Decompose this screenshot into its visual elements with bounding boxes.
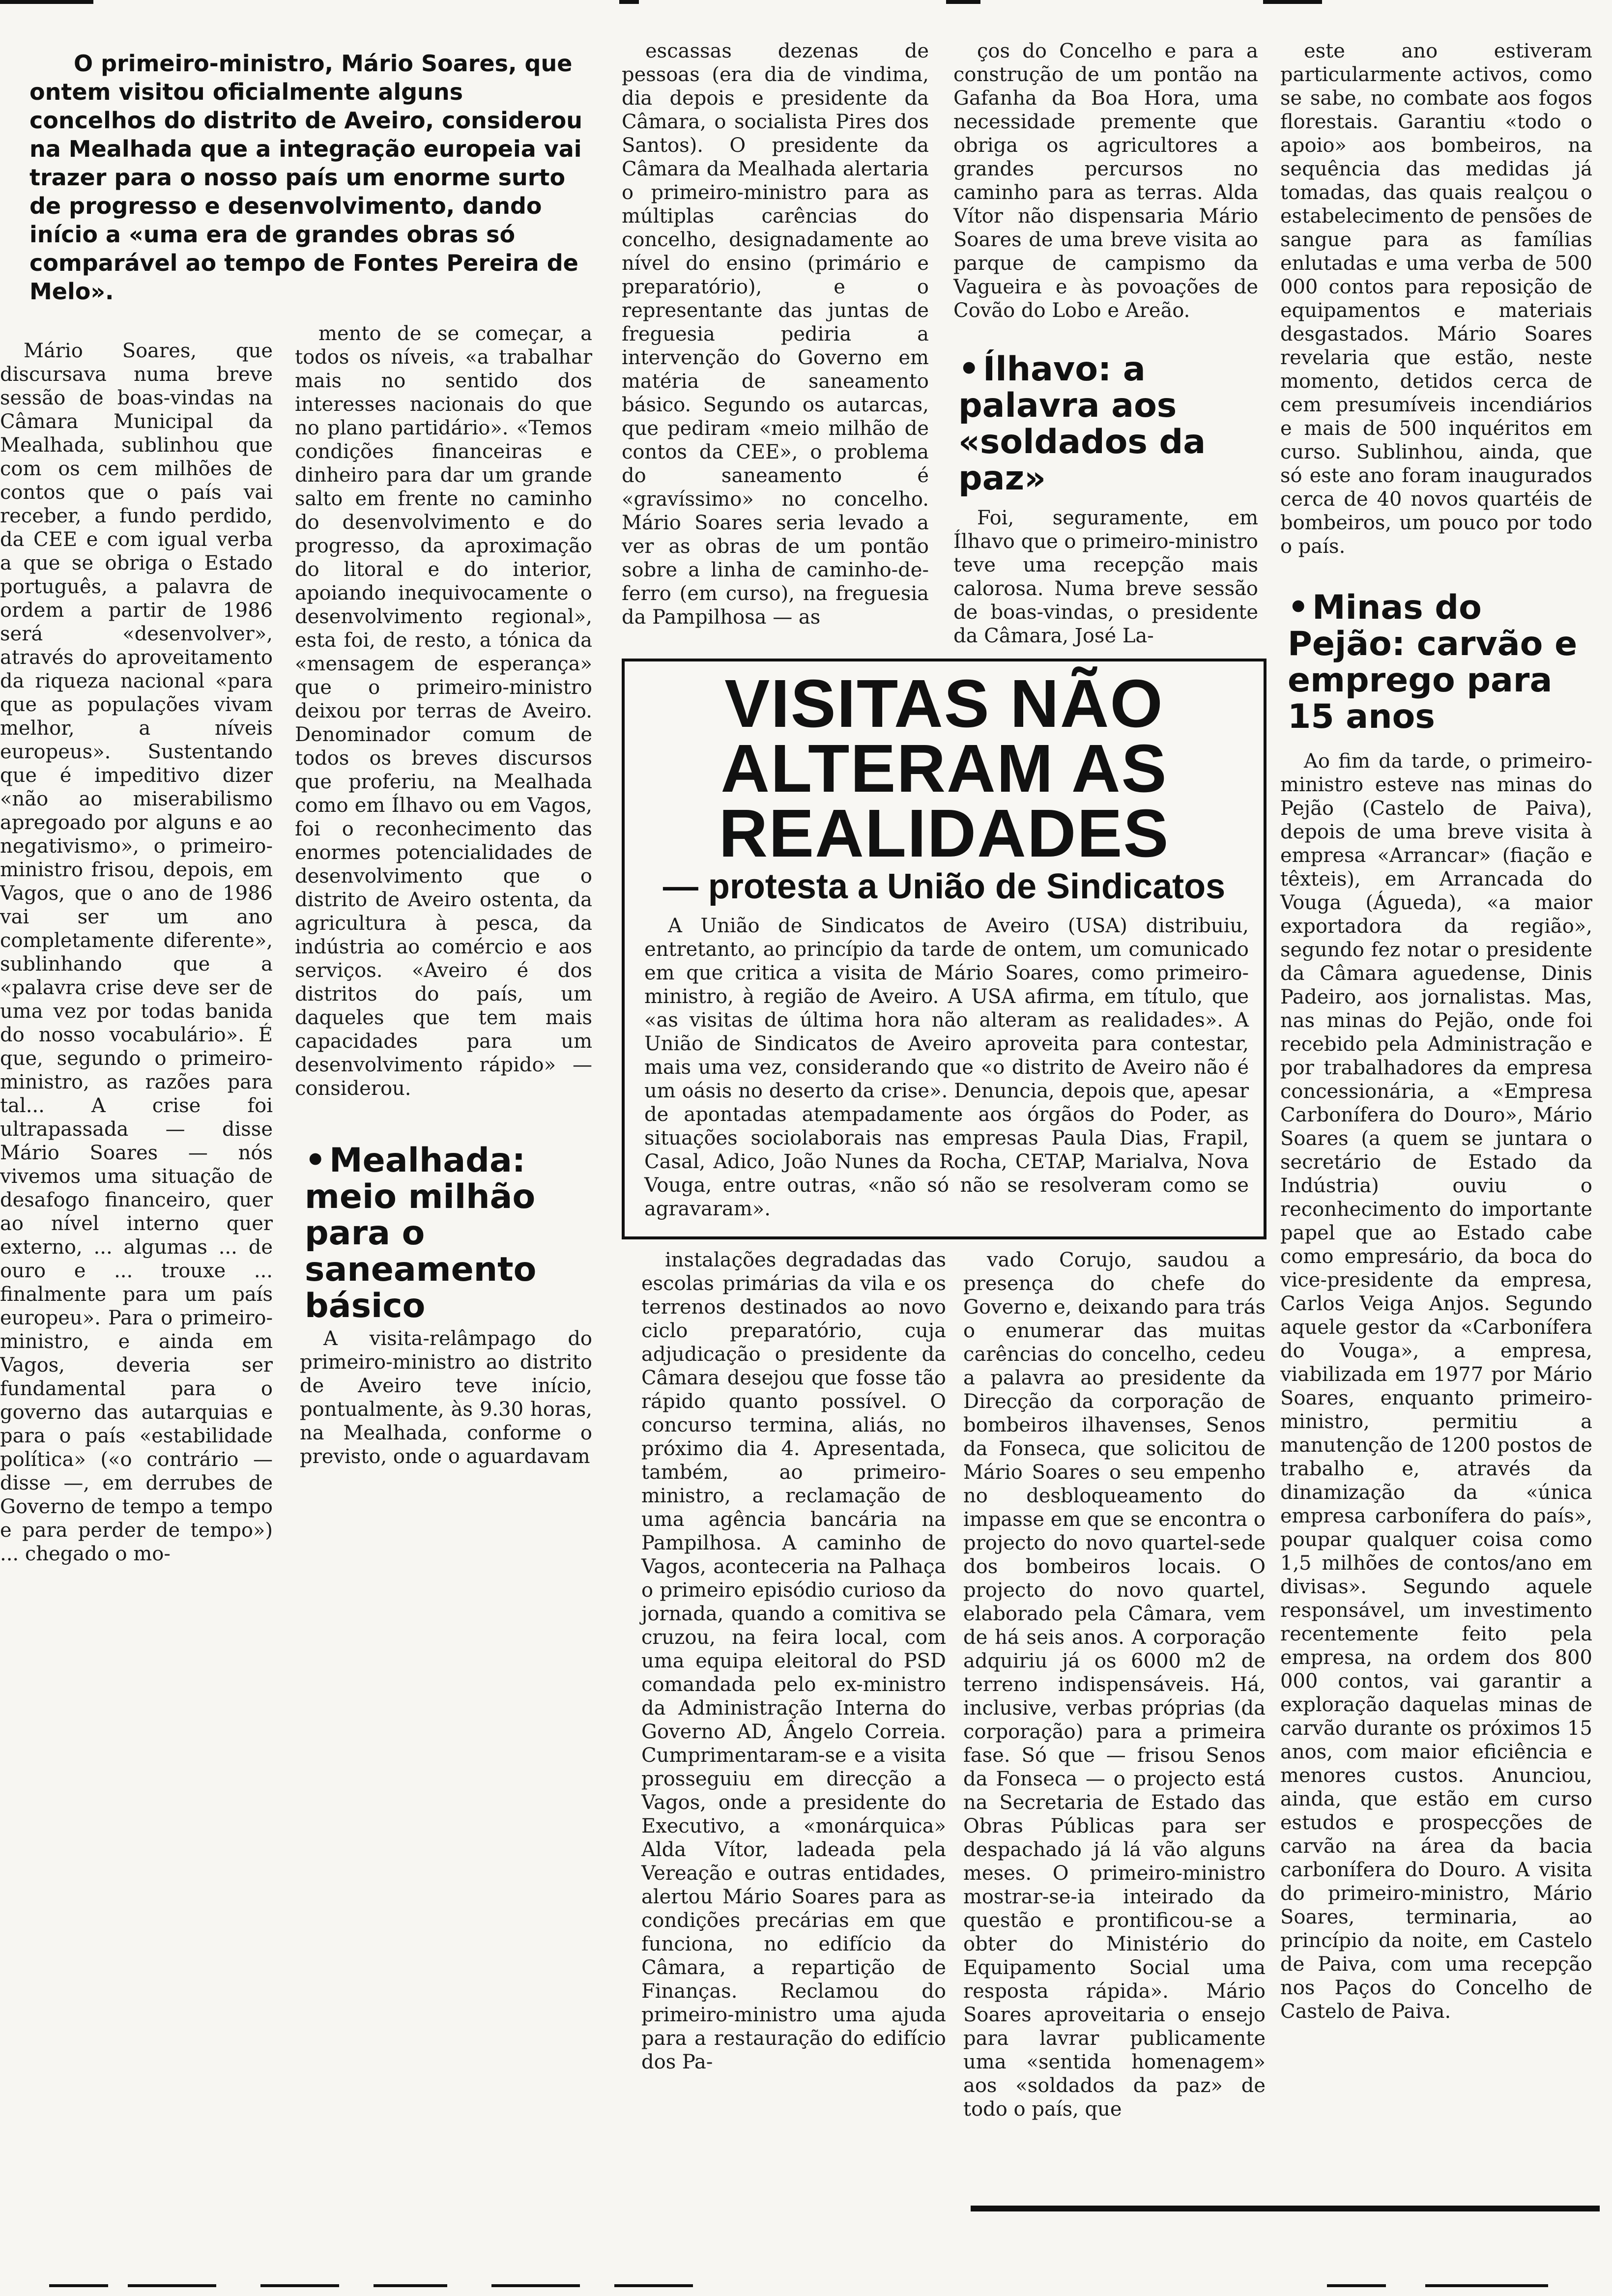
bullet-icon: • bbox=[305, 1141, 326, 1180]
bullet-icon: • bbox=[958, 350, 980, 389]
bottom-rule bbox=[971, 2206, 1600, 2211]
column-4c-text: vado Corujo, saudou a presença do chefe do Governo e, deixando para trás o enumerar das muitas carências do concelho, cedeu a palavra ao presidente da Direcção da corporação de bombeiros ilhavenses, Senos da Fonseca, que solicitou de Mário Soares o seu empenho no desbloqueamento do impasse em que se encontra o projecto do novo quartel-sede dos bombeiros locais. O projecto do novo quartel, elaborado pela Câmara, vem de há seis anos. A corporação adquiriu já os 6000 m2 de terreno indispensáveis. Há, inclusive, verbas próprias (da corporação) para a primeira fase. Só que — frisou Senos da Fonseca — o projecto está na Secretaria de Estado das Obras Públicas para ser despachado já lá vão alguns meses. O primeiro-ministro mostrar-se-ia inteirado da questão e prontificou-se a obter do Ministério do Equipamento Social uma resposta rápida». Mário Soares aproveitaria o ensejo para lavrar publicamente uma «sentida homenagem» aos «soldados da paz» de todo o país, que bbox=[963, 1249, 1266, 2121]
column-2b-text: A visita-relâmpago do primeiro-ministro ao distrito de Aveiro teve início, pontualmente, às 9.30 horas, na Mealhada, conforme o previsto, onde o aguardavam bbox=[300, 1327, 592, 1468]
bottom-fragment bbox=[49, 2284, 108, 2287]
boxed-article-title: VISITAS NÃO ALTERAM AS REALIDADES bbox=[719, 666, 1170, 871]
top-rule-fragment bbox=[0, 0, 93, 4]
bullet-icon: • bbox=[1288, 588, 1309, 627]
subheading-ilhavo bbox=[958, 351, 1258, 497]
column-3-text: escassas dezenas de pessoas (era dia de vindima, dia depois e presidente da Câmara, o socialista Pires dos Santos). O presidente da Câmara da Mealhada alertaria o primeiro-ministro para as múltiplas carências do concelho, designadamente ao nível do ensino (primário e preparatório), e o representante das juntas de freguesia pediria a intervenção do Governo em matéria de saneamento básico. Segundo os autarcas, que pediram «meio milhão de contos da CEE», o problema do saneamento é «gravíssimo» no concelho. Mário Soares seria levado a ver as obras de um pontão sobre a linha de caminho-de-ferro (em curso), na freguesia da Pampilhosa — as bbox=[622, 40, 929, 629]
bottom-fragment bbox=[128, 2284, 216, 2287]
boxed-article-body bbox=[625, 907, 1264, 1221]
bottom-fragment bbox=[491, 2284, 580, 2287]
column-4-text: ços do Concelho e para a construção de um pontão na Gafanha da Boa Hora, uma necessidade premente que obriga os agricultores a grandes percursos no caminho para as terras. Alda Vítor não dispensaria Mário Soares de uma breve visita ao parque de campismo da Vagueira e às povoações de Covão do Lobo e Areão. bbox=[953, 40, 1258, 322]
top-rule-fragment bbox=[1263, 0, 1322, 4]
boxed-article bbox=[622, 659, 1267, 1239]
column-3c bbox=[641, 1248, 946, 2077]
top-rule-fragment bbox=[946, 0, 980, 4]
column-5 bbox=[1280, 39, 1592, 561]
subheading-ilhavo-text: Ílhavo: a palavra aos «soldados da paz» bbox=[958, 350, 1206, 498]
column-2b bbox=[300, 1327, 592, 1471]
boxed-article-text: A União de Sindicatos de Aveiro (USA) distribuiu, entretanto, ao princípio da tarde de ontem, um comunicado em que critica a visita de Mário Soares, como primeiro-ministro, à região de Aveiro. A USA afirma, em título, que «as visitas de última hora não alteram as realidades». A União de Sindicatos de Aveiro aproveita para contestar, mais uma vez, considerando que «o distrito de Aveiro não é um oásis no deserto da crise». Denuncia, depois que, apesar de apontadas atempadamente aos órgãos do Poder, as situações sociolaborais nas empresas Paula Dias, Frapil, Casal, Adico, João Nunes da Rocha, CETAP, Marialva, Nova Vouga, entre outras, «não só não se resolveram como se agravaram». bbox=[644, 915, 1249, 1220]
subheading-minas-text: Minas do Pejão: carvão e emprego para 15 anos bbox=[1288, 588, 1578, 736]
bottom-fragment bbox=[374, 2284, 447, 2287]
column-2-text: mento de se começar, a todos os níveis, «a trabalhar mais no sentido dos interesses nacionais do que no plano partidário». «Temos condições financeiras e dinheiro para dar um grande salto em frente no caminho do desenvolvimento e do progresso, da aproximação do litoral e do interior, apoiando inequivocamente o desenvolvimento regional», esta foi, de resto, a tónica da «mensagem de esperança» que o primeiro-ministro deixou por terras de Aveiro. Denominador comum de todos os breves discursos que proferiu, na Mealhada como em Ílhavo ou em Vagos, foi o reconhecimento das enormes potencialidades de desenvolvimento que o distrito de Aveiro ostenta, da agricultura à pesca, da indústria ao comércio e aos serviços. «Aveiro é dos distritos do país, um daqueles que tem mais capacidades para um desenvolvimento rápido» — considerou. bbox=[295, 322, 592, 1100]
boxed-article-subtitle: — protesta a União de Sindicatos bbox=[662, 867, 1226, 906]
column-2 bbox=[295, 322, 592, 1103]
subheading-minas bbox=[1288, 590, 1602, 735]
column-5b-text: Ao fim da tarde, o primeiro-ministro esteve nas minas do Pejão (Castelo de Paiva), depois de uma breve visita à empresa «Arrancar» (fiação e têxteis), em Arrancada do Vouga (Águeda), «a maior exportadora da região», segundo fez notar o presidente da Câmara aguedense, Dinis Padeiro, aos jornalistas. Mas, nas minas do Pejão, onde foi recebido pela Administração e por trabalhadores da empresa concessionária, a «Empresa Carbonífera do Douro», Mário Soares (a quem se juntara o secretário de Estado da Indústria) ouviu o reconhecimento do importante papel que ao Estado cabe como empresário, da boca do vice-presidente da empresa, Carlos Veiga Anjos. Segundo aquele gestor da «Carbonífera do Vouga», a empresa, viabilizada em 1977 por Mário Soares, enquanto primeiro-ministro, permitiu a manutenção de 1200 postos de trabalho e, através da dinamização da «única empresa carbonífera do país», poupar qualquer coisa como 1,5 milhões de contos/ano em divisas». Segundo aquele responsável, um investimento recentemente feito pela empresa, na ordem dos 800 000 contos, vai garantir a exploração daquelas minas de carvão durante os próximos 15 anos, com maior eficiência e menores custos. Anunciou, ainda, que estão em curso estudos e prospecções de carvão na área da bacia carbonífera do Douro. A visita do primeiro-ministro, Mário Soares, terminaria, ao princípio da noite, em Castelo de Paiva, com uma recepção nos Paços do Concelho de Castelo de Paiva. bbox=[1280, 750, 1592, 2023]
bottom-fragment bbox=[1425, 2284, 1548, 2287]
column-4b-text: Foi, seguramente, em Ílhavo que o primeiro-ministro teve uma recepção mais calorosa. Numa breve sessão de boas-vindas, o presidente da Câmara, José La- bbox=[953, 507, 1258, 647]
bottom-fragment bbox=[614, 2284, 693, 2287]
lead-text: O primeiro-ministro, Mário Soares, que ontem visitou oficialmente alguns concelhos do distrito de Aveiro, considerou na Mealhada que a integração europeia vai trazer para o nosso país um enorme surto de progresso e desenvolvimento, dando início a «uma era de grandes obras só comparável ao tempo de Fontes Pereira de Melo». bbox=[29, 50, 583, 305]
column-3c-text: instalações degradadas das escolas primárias da vila e os terrenos destinados ao novo ciclo preparatório, cuja adjudicação o presidente da Câmara desejou que fosse tão rápido quanto possível. O concurso termina, aliás, no próximo dia 4. Apresentada, também, ao primeiro-ministro, a reclamação de uma agência bancária na Pampilhosa. A caminho de Vagos, aconteceria na Palhaça o primeiro episódio curioso da jornada, quando a comitiva se cruzou, na feira local, com uma equipa eleitoral do PSD comandada pelo ex-ministro da Administração Interna do Governo AD, Ângelo Correia. Cumprimentaram-se e a visita prosseguiu em direcção a Vagos, onde a presidente do Executivo, a «monárquica» Alda Vítor, ladeada pela Vereação e outras entidades, alertou Mário Soares para as condições precárias em que funciona, no edifício da Câmara, a repartição de Finanças. Reclamou do primeiro-ministro uma ajuda para a restauração do edifício dos Pa- bbox=[641, 1249, 946, 2073]
lead-paragraph bbox=[29, 49, 595, 306]
bottom-fragment bbox=[1327, 2284, 1386, 2287]
top-rule-fragment bbox=[619, 0, 639, 4]
column-3 bbox=[622, 39, 929, 632]
column-5-text: este ano estiveram particularmente activos, como se sabe, no combate aos fogos florestais. Garantiu «todo o apoio» aos bombeiros, na sequência das medidas já tomadas, das quais realçou o estabelecimento de pensões de sangue para as famílias enlutadas e uma verba de 500 000 contos para reposição de equipamentos e materiais desgastados. Mário Soares revelaria que estão, neste momento, detidos cerca de cem presumíveis incendiários e mais de 500 inquéritos em curso. Sublinhou, ainda, que só este ano foram inaugurados cerca de 40 novos quartéis de bombeiros, um pouco por todo o país. bbox=[1280, 40, 1592, 558]
column-1 bbox=[0, 339, 273, 1569]
subheading-mealhada bbox=[305, 1143, 590, 1324]
subheading-mealhada-text: Mealhada: meio milhão para o saneamento básico bbox=[305, 1141, 537, 1325]
column-4 bbox=[953, 39, 1258, 325]
bottom-fragment bbox=[260, 2284, 339, 2287]
column-5b bbox=[1280, 749, 1592, 2026]
column-4c bbox=[963, 1248, 1266, 2124]
column-1-text: Mário Soares, que discursava numa breve sessão de boas-vindas na Câmara Municipal da Mealhada, sublinhou que com os cem milhões de contos que o país vai receber, a fundo perdido, da CEE e com igual verba a que se obriga o Estado português, a palavra de ordem a partir de 1986 será «desenvolver», através do aproveitamento da riqueza nacional «para que as populações vivam melhor, a níveis europeus». Sustentando que é impeditivo dizer «não ao miserabilismo apregoado por alguns e ao negativismo», o primeiro-ministro frisou, depois, em Vagos, que o ano de 1986 vai ser um ano completamente diferente», sublinhando que a «palavra crise deve ser de uma vez por todas banida do nosso vocabulário». É que, segundo o primeiro-ministro, as razões para tal... A crise foi ultrapassada — disse Mário Soares — nós vivemos uma situação de desafogo financeiro, quer ao nível interno quer externo, ... algumas ... de ouro e ... trouxe ... finalmente para um país europeu». Para o primeiro-ministro, e ainda em Vagos, deveria ser fundamental para o governo das autarquias e para o país «estabilidade política» («o contrário — disse —, em derrubes de Governo de tempo a tempo e para perder de tempo») ... chegado o mo- bbox=[0, 340, 273, 1565]
column-4b bbox=[953, 506, 1258, 651]
